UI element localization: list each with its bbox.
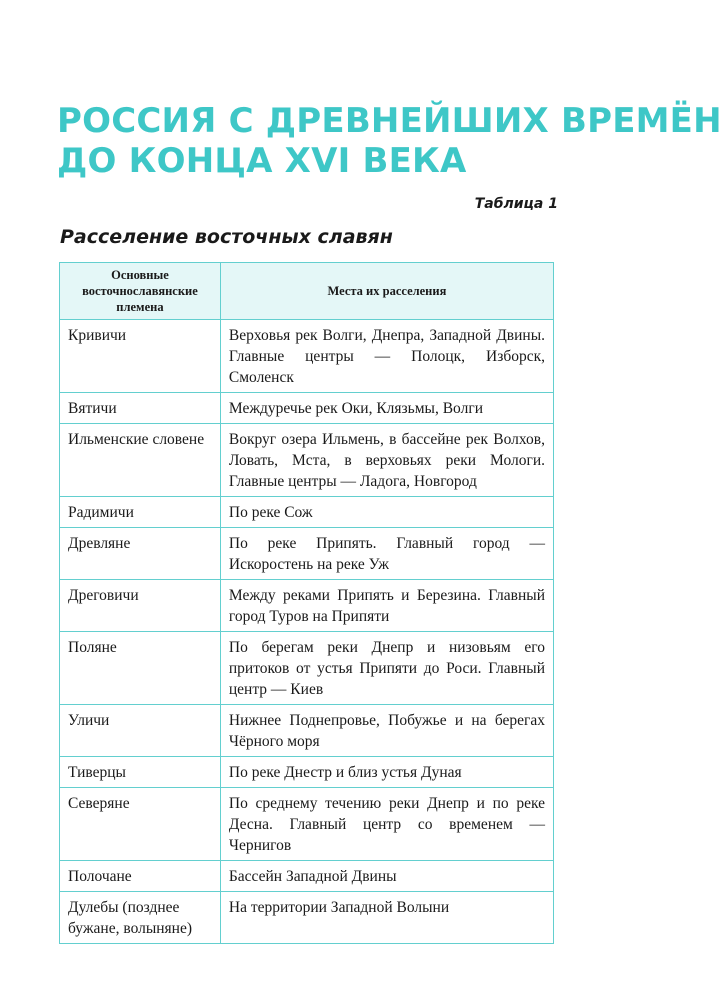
table-row	[60, 861, 554, 892]
tribe-cell: Уличи	[60, 705, 221, 757]
tribes-table	[59, 262, 554, 944]
tribe-cell: Радимичи	[60, 497, 221, 528]
table-row	[60, 705, 554, 757]
place-cell: Верховья рек Волги, Днепра, Западной Двины. Главные центры — Полоцк, Изборск, Смоленск	[220, 320, 553, 393]
place-cell: По реке Днестр и близ устья Дуная	[220, 757, 553, 788]
place-cell: Бассейн Западной Двины	[220, 861, 553, 892]
tribe-cell: Северяне	[60, 788, 221, 861]
table-header	[60, 263, 554, 320]
place-cell: Между реками Припять и Березина. Главный город Туров на Припяти	[220, 580, 553, 632]
place-cell: По берегам реки Днепр и низовьям его притоков от устья Припяти до Роси. Главный центр — Киев	[220, 632, 553, 705]
tribe-cell: Дреговичи	[60, 580, 221, 632]
tribe-cell: Дулебы (позднее бужане, волыняне)	[60, 892, 221, 944]
tribe-cell: Поляне	[60, 632, 221, 705]
table-row	[60, 788, 554, 861]
table-body	[60, 320, 554, 944]
tribe-cell: Ильменские словене	[60, 424, 221, 497]
table-row	[60, 393, 554, 424]
table-header-row	[60, 263, 554, 320]
column-header-tribes: Основные восточнославянские племена	[60, 263, 221, 320]
table-row	[60, 757, 554, 788]
tribe-cell: Древляне	[60, 528, 221, 580]
table-row	[60, 632, 554, 705]
place-cell: По реке Сож	[220, 497, 553, 528]
place-cell: На территории Западной Волыни	[220, 892, 553, 944]
table-row	[60, 580, 554, 632]
table-row	[60, 497, 554, 528]
chapter-title-line-2: ДО КОНЦА XVI ВЕКА	[57, 141, 467, 181]
table-row	[60, 320, 554, 393]
table-row	[60, 424, 554, 497]
place-cell: По реке Припять. Главный город — Искоростень на реке Уж	[220, 528, 553, 580]
table-number: Таблица 1	[474, 196, 558, 212]
table-row	[60, 892, 554, 944]
tribe-cell: Тиверцы	[60, 757, 221, 788]
table-row	[60, 528, 554, 580]
tribe-cell: Вятичи	[60, 393, 221, 424]
table-title: Расселение восточных славян	[60, 226, 393, 248]
tribe-cell: Кривичи	[60, 320, 221, 393]
column-header-places: Места их расселения	[220, 263, 553, 320]
tribe-cell: Полочане	[60, 861, 221, 892]
chapter-title-line-1: РОССИЯ С ДРЕВНЕЙШИХ ВРЕМЁН	[57, 101, 722, 141]
place-cell: Нижнее Поднепровье, Побужье и на берегах Чёрного моря	[220, 705, 553, 757]
place-cell: Вокруг озера Ильмень, в бассейне рек Волхов, Ловать, Мста, в верховьях реки Мологи. Главные центры — Ладога, Новгород	[220, 424, 553, 497]
place-cell: По среднему течению реки Днепр и по реке Десна. Главный центр со временем — Чернигов	[220, 788, 553, 861]
chapter-title	[57, 101, 722, 181]
place-cell: Междуречье рек Оки, Клязьмы, Волги	[220, 393, 553, 424]
